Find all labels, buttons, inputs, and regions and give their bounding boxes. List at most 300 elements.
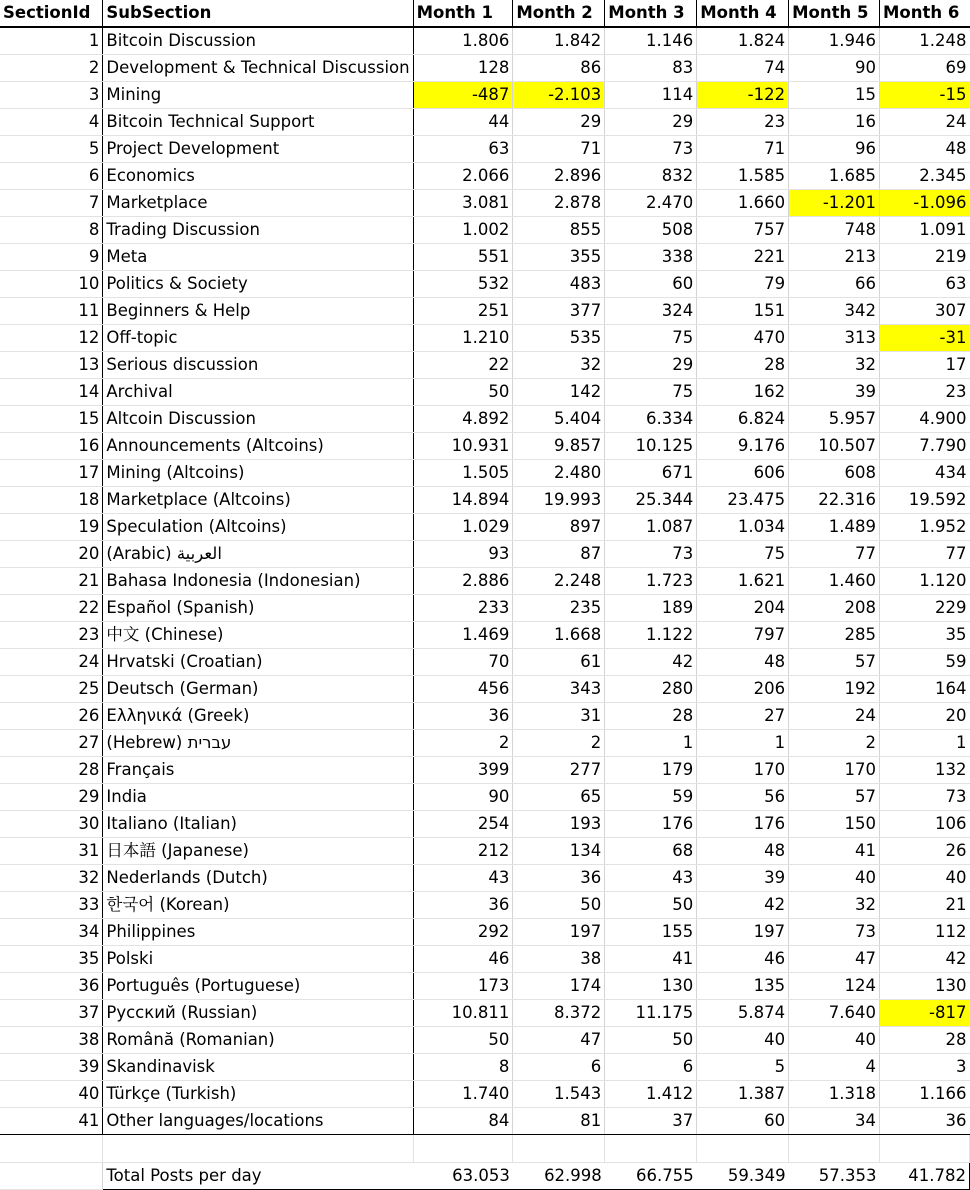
month-2-cell[interactable]: 36	[513, 865, 605, 892]
month-6-cell[interactable]: 20	[880, 703, 970, 730]
month-1-cell[interactable]: 46	[413, 946, 513, 973]
month-5-cell[interactable]: 39	[789, 379, 880, 406]
section-id-cell[interactable]: 1	[0, 27, 103, 55]
month-2-cell[interactable]: 9.857	[513, 433, 605, 460]
month-3-cell[interactable]: 179	[605, 757, 697, 784]
month-1-cell[interactable]: 90	[413, 784, 513, 811]
month-3-cell[interactable]: 338	[605, 244, 697, 271]
month-3-cell[interactable]: 671	[605, 460, 697, 487]
month-1-cell[interactable]: 8	[413, 1054, 513, 1081]
header-month-4[interactable]: Month 4	[697, 0, 789, 27]
month-4-cell[interactable]: 151	[697, 298, 789, 325]
month-6-cell[interactable]: 4.900	[880, 406, 970, 433]
month-2-cell[interactable]: 31	[513, 703, 605, 730]
month-4-cell[interactable]: 23.475	[697, 487, 789, 514]
subsection-cell[interactable]: Altcoin Discussion	[103, 406, 413, 433]
month-4-cell[interactable]: 1.585	[697, 163, 789, 190]
section-id-cell[interactable]: 8	[0, 217, 103, 244]
month-4-cell[interactable]: 6.824	[697, 406, 789, 433]
month-3-cell[interactable]: 73	[605, 136, 697, 163]
empty-cell[interactable]	[513, 1135, 605, 1163]
month-6-cell[interactable]: 164	[880, 676, 970, 703]
section-id-cell[interactable]: 36	[0, 973, 103, 1000]
month-3-cell[interactable]: 10.125	[605, 433, 697, 460]
empty-cell[interactable]	[413, 1135, 513, 1163]
month-4-cell[interactable]: 39	[697, 865, 789, 892]
section-id-cell[interactable]: 34	[0, 919, 103, 946]
section-id-cell[interactable]: 41	[0, 1108, 103, 1135]
empty-cell[interactable]	[0, 1163, 103, 1190]
month-2-cell[interactable]: 47	[513, 1027, 605, 1054]
month-4-cell[interactable]: 75	[697, 541, 789, 568]
subsection-cell[interactable]: Português (Portuguese)	[103, 973, 413, 1000]
month-2-cell[interactable]: 2	[513, 730, 605, 757]
month-2-cell[interactable]: 2.896	[513, 163, 605, 190]
month-5-cell[interactable]: 40	[789, 1027, 880, 1054]
month-5-cell[interactable]: 32	[789, 892, 880, 919]
subsection-cell[interactable]: Marketplace	[103, 190, 413, 217]
month-5-cell[interactable]: 150	[789, 811, 880, 838]
subsection-cell[interactable]: Mining	[103, 82, 413, 109]
month-2-cell[interactable]: 86	[513, 55, 605, 82]
subsection-cell[interactable]: Bitcoin Technical Support	[103, 109, 413, 136]
subsection-cell[interactable]: Trading Discussion	[103, 217, 413, 244]
month-3-cell[interactable]: 155	[605, 919, 697, 946]
month-4-cell[interactable]: 170	[697, 757, 789, 784]
month-1-cell[interactable]: 93	[413, 541, 513, 568]
month-6-cell[interactable]: 2.345	[880, 163, 970, 190]
month-6-cell[interactable]: 28	[880, 1027, 970, 1054]
subsection-cell[interactable]: Marketplace (Altcoins)	[103, 487, 413, 514]
month-3-cell[interactable]: 1.122	[605, 622, 697, 649]
month-4-cell[interactable]: 5	[697, 1054, 789, 1081]
header-month-1[interactable]: Month 1	[413, 0, 513, 27]
section-id-cell[interactable]: 29	[0, 784, 103, 811]
month-1-cell[interactable]: 2.066	[413, 163, 513, 190]
month-2-cell[interactable]: 174	[513, 973, 605, 1000]
month-6-cell[interactable]: 3	[880, 1054, 970, 1081]
subsection-cell[interactable]: Serious discussion	[103, 352, 413, 379]
header-month-6[interactable]: Month 6	[880, 0, 970, 27]
month-3-cell[interactable]: 280	[605, 676, 697, 703]
section-id-cell[interactable]: 3	[0, 82, 103, 109]
header-section-id[interactable]: SectionId	[0, 0, 103, 27]
month-2-cell[interactable]: -2.103	[513, 82, 605, 109]
month-2-cell[interactable]: 71	[513, 136, 605, 163]
section-id-cell[interactable]: 40	[0, 1081, 103, 1108]
month-5-cell[interactable]: 313	[789, 325, 880, 352]
month-3-cell[interactable]: 75	[605, 325, 697, 352]
month-4-cell[interactable]: 27	[697, 703, 789, 730]
month-1-cell[interactable]: 251	[413, 298, 513, 325]
month-5-cell[interactable]: 208	[789, 595, 880, 622]
subsection-cell[interactable]: Türkçe (Turkish)	[103, 1081, 413, 1108]
month-3-cell[interactable]: 1.087	[605, 514, 697, 541]
month-2-cell[interactable]: 5.404	[513, 406, 605, 433]
month-5-cell[interactable]: 1.946	[789, 27, 880, 55]
month-1-cell[interactable]: 1.740	[413, 1081, 513, 1108]
month-3-cell[interactable]: 73	[605, 541, 697, 568]
month-1-cell[interactable]: 10.931	[413, 433, 513, 460]
month-6-cell[interactable]: 21	[880, 892, 970, 919]
month-5-cell[interactable]: 213	[789, 244, 880, 271]
subsection-cell[interactable]: Română (Romanian)	[103, 1027, 413, 1054]
section-id-cell[interactable]: 5	[0, 136, 103, 163]
month-5-cell[interactable]: 22.316	[789, 487, 880, 514]
month-5-cell[interactable]: 10.507	[789, 433, 880, 460]
section-id-cell[interactable]: 38	[0, 1027, 103, 1054]
total-label[interactable]: Total Posts per day	[103, 1163, 413, 1190]
month-1-cell[interactable]: 36	[413, 703, 513, 730]
month-4-cell[interactable]: 46	[697, 946, 789, 973]
empty-cell[interactable]	[789, 1135, 880, 1163]
month-6-cell[interactable]: 19.592	[880, 487, 970, 514]
empty-cell[interactable]	[880, 1135, 970, 1163]
month-1-cell[interactable]: 2	[413, 730, 513, 757]
section-id-cell[interactable]: 35	[0, 946, 103, 973]
month-4-cell[interactable]: 9.176	[697, 433, 789, 460]
subsection-cell[interactable]: Politics & Society	[103, 271, 413, 298]
month-6-cell[interactable]: 42	[880, 946, 970, 973]
month-4-cell[interactable]: 221	[697, 244, 789, 271]
month-5-cell[interactable]: 2	[789, 730, 880, 757]
month-3-cell[interactable]: 28	[605, 703, 697, 730]
month-5-cell[interactable]: 1.318	[789, 1081, 880, 1108]
subsection-cell[interactable]: Project Development	[103, 136, 413, 163]
month-2-cell[interactable]: 343	[513, 676, 605, 703]
section-id-cell[interactable]: 30	[0, 811, 103, 838]
month-3-cell[interactable]: 176	[605, 811, 697, 838]
month-5-cell[interactable]: 66	[789, 271, 880, 298]
section-id-cell[interactable]: 21	[0, 568, 103, 595]
subsection-cell[interactable]: Italiano (Italian)	[103, 811, 413, 838]
month-5-cell[interactable]: 34	[789, 1108, 880, 1135]
subsection-cell[interactable]: Speculation (Altcoins)	[103, 514, 413, 541]
month-6-cell[interactable]: 40	[880, 865, 970, 892]
subsection-cell[interactable]: 日本語 (Japanese)	[103, 838, 413, 865]
total-month-2[interactable]: 62.998	[513, 1163, 605, 1190]
month-3-cell[interactable]: 59	[605, 784, 697, 811]
month-5-cell[interactable]: 96	[789, 136, 880, 163]
subsection-cell[interactable]: Announcements (Altcoins)	[103, 433, 413, 460]
month-2-cell[interactable]: 87	[513, 541, 605, 568]
month-3-cell[interactable]: 189	[605, 595, 697, 622]
month-3-cell[interactable]: 832	[605, 163, 697, 190]
month-1-cell[interactable]: 22	[413, 352, 513, 379]
section-id-cell[interactable]: 6	[0, 163, 103, 190]
section-id-cell[interactable]: 37	[0, 1000, 103, 1027]
section-id-cell[interactable]: 23	[0, 622, 103, 649]
month-6-cell[interactable]: 1.166	[880, 1081, 970, 1108]
month-6-cell[interactable]: 73	[880, 784, 970, 811]
header-month-5[interactable]: Month 5	[789, 0, 880, 27]
month-6-cell[interactable]: 1.091	[880, 217, 970, 244]
month-2-cell[interactable]: 50	[513, 892, 605, 919]
total-month-1[interactable]: 63.053	[413, 1163, 513, 1190]
month-1-cell[interactable]: 84	[413, 1108, 513, 1135]
month-1-cell[interactable]: 2.886	[413, 568, 513, 595]
month-4-cell[interactable]: 1.621	[697, 568, 789, 595]
section-id-cell[interactable]: 9	[0, 244, 103, 271]
month-6-cell[interactable]: 59	[880, 649, 970, 676]
section-id-cell[interactable]: 22	[0, 595, 103, 622]
section-id-cell[interactable]: 26	[0, 703, 103, 730]
month-6-cell[interactable]: 112	[880, 919, 970, 946]
month-5-cell[interactable]: 285	[789, 622, 880, 649]
month-2-cell[interactable]: 1.668	[513, 622, 605, 649]
month-6-cell[interactable]: 36	[880, 1108, 970, 1135]
month-5-cell[interactable]: 57	[789, 784, 880, 811]
subsection-cell[interactable]: 中文 (Chinese)	[103, 622, 413, 649]
month-4-cell[interactable]: 1.034	[697, 514, 789, 541]
month-4-cell[interactable]: 1.824	[697, 27, 789, 55]
month-3-cell[interactable]: 1.412	[605, 1081, 697, 1108]
month-2-cell[interactable]: 6	[513, 1054, 605, 1081]
section-id-cell[interactable]: 10	[0, 271, 103, 298]
month-4-cell[interactable]: 1.660	[697, 190, 789, 217]
month-1-cell[interactable]: 3.081	[413, 190, 513, 217]
month-1-cell[interactable]: 1.029	[413, 514, 513, 541]
month-5-cell[interactable]: 24	[789, 703, 880, 730]
empty-cell[interactable]	[103, 1135, 413, 1163]
subsection-cell[interactable]: Ελληνικά (Greek)	[103, 703, 413, 730]
subsection-cell[interactable]: Français	[103, 757, 413, 784]
month-4-cell[interactable]: 40	[697, 1027, 789, 1054]
section-id-cell[interactable]: 28	[0, 757, 103, 784]
section-id-cell[interactable]: 19	[0, 514, 103, 541]
month-6-cell[interactable]: 26	[880, 838, 970, 865]
subsection-cell[interactable]: Hrvatski (Croatian)	[103, 649, 413, 676]
month-3-cell[interactable]: 60	[605, 271, 697, 298]
month-6-cell[interactable]: -817	[880, 1000, 970, 1027]
month-6-cell[interactable]: 17	[880, 352, 970, 379]
month-2-cell[interactable]: 29	[513, 109, 605, 136]
month-2-cell[interactable]: 2.878	[513, 190, 605, 217]
month-2-cell[interactable]: 355	[513, 244, 605, 271]
section-id-cell[interactable]: 31	[0, 838, 103, 865]
month-3-cell[interactable]: 41	[605, 946, 697, 973]
month-1-cell[interactable]: 292	[413, 919, 513, 946]
month-5-cell[interactable]: -1.201	[789, 190, 880, 217]
section-id-cell[interactable]: 20	[0, 541, 103, 568]
month-4-cell[interactable]: 5.874	[697, 1000, 789, 1027]
month-1-cell[interactable]: 70	[413, 649, 513, 676]
month-6-cell[interactable]: 69	[880, 55, 970, 82]
section-id-cell[interactable]: 33	[0, 892, 103, 919]
month-1-cell[interactable]: 36	[413, 892, 513, 919]
month-3-cell[interactable]: 11.175	[605, 1000, 697, 1027]
section-id-cell[interactable]: 17	[0, 460, 103, 487]
header-month-3[interactable]: Month 3	[605, 0, 697, 27]
month-2-cell[interactable]: 61	[513, 649, 605, 676]
empty-cell[interactable]	[697, 1135, 789, 1163]
subsection-cell[interactable]: Polski	[103, 946, 413, 973]
month-5-cell[interactable]: 90	[789, 55, 880, 82]
month-5-cell[interactable]: 73	[789, 919, 880, 946]
month-1-cell[interactable]: 1.210	[413, 325, 513, 352]
subsection-cell[interactable]: Development & Technical Discussion	[103, 55, 413, 82]
month-6-cell[interactable]: 229	[880, 595, 970, 622]
month-2-cell[interactable]: 2.480	[513, 460, 605, 487]
month-6-cell[interactable]: 63	[880, 271, 970, 298]
month-4-cell[interactable]: 162	[697, 379, 789, 406]
month-4-cell[interactable]: 204	[697, 595, 789, 622]
month-4-cell[interactable]: 48	[697, 649, 789, 676]
section-id-cell[interactable]: 14	[0, 379, 103, 406]
month-5-cell[interactable]: 748	[789, 217, 880, 244]
month-4-cell[interactable]: 176	[697, 811, 789, 838]
month-4-cell[interactable]: 71	[697, 136, 789, 163]
month-3-cell[interactable]: 83	[605, 55, 697, 82]
section-id-cell[interactable]: 24	[0, 649, 103, 676]
month-5-cell[interactable]: 124	[789, 973, 880, 1000]
month-5-cell[interactable]: 7.640	[789, 1000, 880, 1027]
month-2-cell[interactable]: 65	[513, 784, 605, 811]
month-1-cell[interactable]: 4.892	[413, 406, 513, 433]
header-month-2[interactable]: Month 2	[513, 0, 605, 27]
month-6-cell[interactable]: 130	[880, 973, 970, 1000]
month-2-cell[interactable]: 855	[513, 217, 605, 244]
month-5-cell[interactable]: 342	[789, 298, 880, 325]
month-6-cell[interactable]: 48	[880, 136, 970, 163]
total-month-5[interactable]: 57.353	[789, 1163, 880, 1190]
month-2-cell[interactable]: 535	[513, 325, 605, 352]
month-2-cell[interactable]: 1.842	[513, 27, 605, 55]
month-1-cell[interactable]: 1.806	[413, 27, 513, 55]
month-4-cell[interactable]: 74	[697, 55, 789, 82]
month-6-cell[interactable]: 1.248	[880, 27, 970, 55]
month-6-cell[interactable]: 132	[880, 757, 970, 784]
month-1-cell[interactable]: 50	[413, 379, 513, 406]
month-1-cell[interactable]: 551	[413, 244, 513, 271]
month-2-cell[interactable]: 1.543	[513, 1081, 605, 1108]
month-6-cell[interactable]: -15	[880, 82, 970, 109]
month-1-cell[interactable]: 399	[413, 757, 513, 784]
month-5-cell[interactable]: 16	[789, 109, 880, 136]
month-2-cell[interactable]: 32	[513, 352, 605, 379]
month-5-cell[interactable]: 47	[789, 946, 880, 973]
header-subsection[interactable]: SubSection	[103, 0, 413, 27]
month-6-cell[interactable]: 24	[880, 109, 970, 136]
month-4-cell[interactable]: 28	[697, 352, 789, 379]
month-3-cell[interactable]: 42	[605, 649, 697, 676]
month-4-cell[interactable]: 797	[697, 622, 789, 649]
month-4-cell[interactable]: 197	[697, 919, 789, 946]
month-5-cell[interactable]: 1.685	[789, 163, 880, 190]
month-3-cell[interactable]: 1	[605, 730, 697, 757]
subsection-cell[interactable]: Off-topic	[103, 325, 413, 352]
month-2-cell[interactable]: 81	[513, 1108, 605, 1135]
month-1-cell[interactable]: 233	[413, 595, 513, 622]
month-6-cell[interactable]: 1.952	[880, 514, 970, 541]
month-2-cell[interactable]: 897	[513, 514, 605, 541]
section-id-cell[interactable]: 11	[0, 298, 103, 325]
month-3-cell[interactable]: 25.344	[605, 487, 697, 514]
total-month-3[interactable]: 66.755	[605, 1163, 697, 1190]
month-4-cell[interactable]: 60	[697, 1108, 789, 1135]
month-3-cell[interactable]: 1.146	[605, 27, 697, 55]
month-6-cell[interactable]: 77	[880, 541, 970, 568]
month-1-cell[interactable]: 43	[413, 865, 513, 892]
month-4-cell[interactable]: -122	[697, 82, 789, 109]
subsection-cell[interactable]: Mining (Altcoins)	[103, 460, 413, 487]
month-2-cell[interactable]: 193	[513, 811, 605, 838]
section-id-cell[interactable]: 16	[0, 433, 103, 460]
month-3-cell[interactable]: 75	[605, 379, 697, 406]
month-3-cell[interactable]: 68	[605, 838, 697, 865]
month-5-cell[interactable]: 170	[789, 757, 880, 784]
month-3-cell[interactable]: 1.723	[605, 568, 697, 595]
month-3-cell[interactable]: 6	[605, 1054, 697, 1081]
month-1-cell[interactable]: 10.811	[413, 1000, 513, 1027]
month-1-cell[interactable]: 1.505	[413, 460, 513, 487]
month-1-cell[interactable]: 50	[413, 1027, 513, 1054]
subsection-cell[interactable]: Español (Spanish)	[103, 595, 413, 622]
month-3-cell[interactable]: 324	[605, 298, 697, 325]
subsection-cell[interactable]: Deutsch (German)	[103, 676, 413, 703]
subsection-cell[interactable]: (Arabic) العربية	[103, 541, 413, 568]
month-4-cell[interactable]: 135	[697, 973, 789, 1000]
subsection-cell[interactable]: Beginners & Help	[103, 298, 413, 325]
section-id-cell[interactable]: 2	[0, 55, 103, 82]
empty-cell[interactable]	[0, 1135, 103, 1163]
month-5-cell[interactable]: 4	[789, 1054, 880, 1081]
month-3-cell[interactable]: 6.334	[605, 406, 697, 433]
subsection-cell[interactable]: Other languages/locations	[103, 1108, 413, 1135]
subsection-cell[interactable]: Philippines	[103, 919, 413, 946]
section-id-cell[interactable]: 39	[0, 1054, 103, 1081]
month-2-cell[interactable]: 235	[513, 595, 605, 622]
subsection-cell[interactable]: Bitcoin Discussion	[103, 27, 413, 55]
month-3-cell[interactable]: 114	[605, 82, 697, 109]
month-2-cell[interactable]: 142	[513, 379, 605, 406]
month-4-cell[interactable]: 79	[697, 271, 789, 298]
month-2-cell[interactable]: 8.372	[513, 1000, 605, 1027]
month-3-cell[interactable]: 29	[605, 109, 697, 136]
section-id-cell[interactable]: 27	[0, 730, 103, 757]
month-1-cell[interactable]: 63	[413, 136, 513, 163]
month-6-cell[interactable]: 1	[880, 730, 970, 757]
month-2-cell[interactable]: 197	[513, 919, 605, 946]
month-2-cell[interactable]: 2.248	[513, 568, 605, 595]
month-3-cell[interactable]: 50	[605, 892, 697, 919]
month-5-cell[interactable]: 1.489	[789, 514, 880, 541]
section-id-cell[interactable]: 15	[0, 406, 103, 433]
month-5-cell[interactable]: 608	[789, 460, 880, 487]
month-4-cell[interactable]: 206	[697, 676, 789, 703]
month-5-cell[interactable]: 57	[789, 649, 880, 676]
subsection-cell[interactable]: Economics	[103, 163, 413, 190]
month-2-cell[interactable]: 38	[513, 946, 605, 973]
month-5-cell[interactable]: 192	[789, 676, 880, 703]
month-1-cell[interactable]: 254	[413, 811, 513, 838]
subsection-cell[interactable]: Bahasa Indonesia (Indonesian)	[103, 568, 413, 595]
month-5-cell[interactable]: 5.957	[789, 406, 880, 433]
subsection-cell[interactable]: Archival	[103, 379, 413, 406]
month-1-cell[interactable]: 456	[413, 676, 513, 703]
month-4-cell[interactable]: 42	[697, 892, 789, 919]
subsection-cell[interactable]: India	[103, 784, 413, 811]
month-5-cell[interactable]: 15	[789, 82, 880, 109]
month-5-cell[interactable]: 32	[789, 352, 880, 379]
month-1-cell[interactable]: 532	[413, 271, 513, 298]
section-id-cell[interactable]: 13	[0, 352, 103, 379]
month-4-cell[interactable]: 606	[697, 460, 789, 487]
month-2-cell[interactable]: 277	[513, 757, 605, 784]
month-3-cell[interactable]: 37	[605, 1108, 697, 1135]
month-5-cell[interactable]: 1.460	[789, 568, 880, 595]
subsection-cell[interactable]: Skandinavisk	[103, 1054, 413, 1081]
